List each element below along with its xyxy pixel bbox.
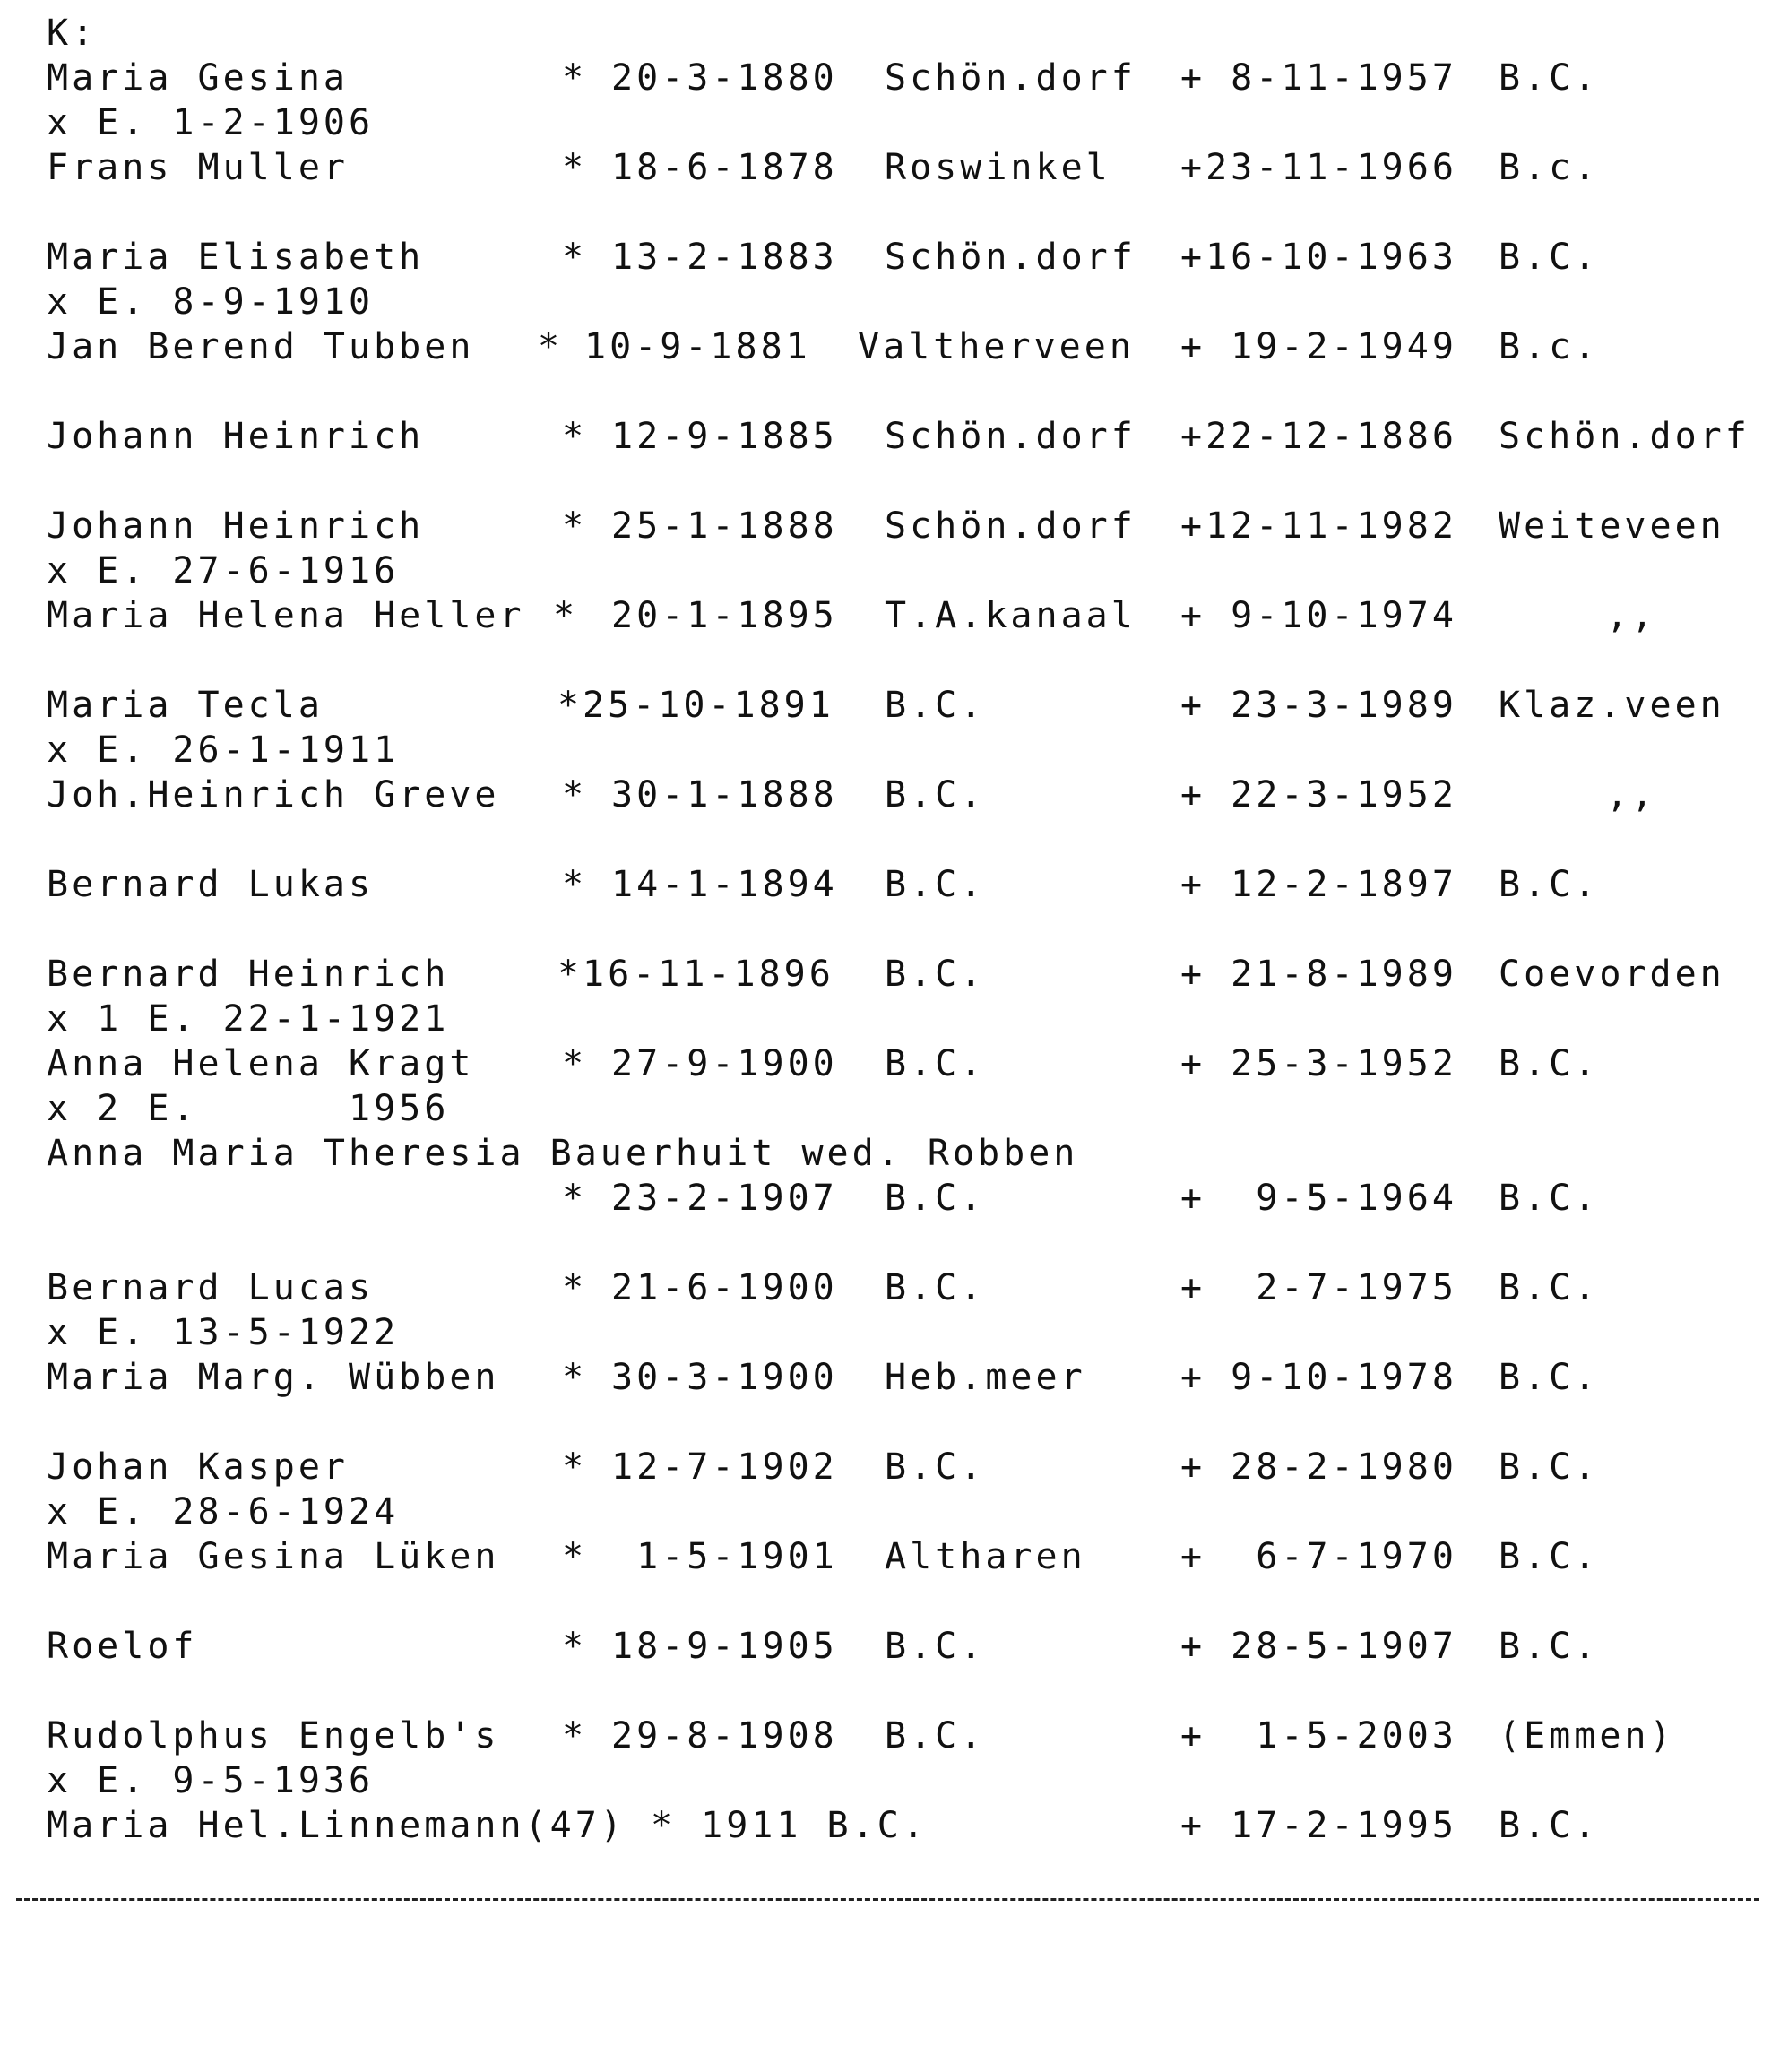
death-place: B.c. xyxy=(1499,326,1600,367)
birth-place: B.C. xyxy=(885,1043,986,1084)
marriage-line: x E. 27-6-1916 xyxy=(47,550,400,591)
marriage-line: x E. 8-9-1910 xyxy=(47,281,375,323)
death-place: B.C. xyxy=(1499,1626,1600,1667)
birth-place: B.C. xyxy=(885,685,986,726)
spouse-row xyxy=(47,1803,1767,1848)
birth-date: 30-1-1888 xyxy=(611,774,838,816)
birth-mark: * xyxy=(562,57,588,99)
spouse-name: Frans Muller xyxy=(47,147,349,188)
spouse-name: Maria Marg. Wübben xyxy=(47,1357,500,1398)
death-date: + 21-8-1989 xyxy=(1180,954,1457,995)
death-date: + 6-7-1970 xyxy=(1180,1536,1457,1577)
spouse-row xyxy=(47,1534,1767,1579)
spouse-row xyxy=(47,324,1767,369)
section-header: K: xyxy=(47,13,98,54)
death-date: + 8-11-1957 xyxy=(1180,57,1457,99)
birth-mark: * xyxy=(562,416,588,457)
death-place: B.C. xyxy=(1499,57,1600,99)
birth-date: 29-8-1908 xyxy=(611,1715,838,1757)
death-place: B.C. xyxy=(1499,1267,1600,1308)
marriage-line: x E. 26-1-1911 xyxy=(47,730,400,771)
birth-date: 20-1-1895 xyxy=(611,595,838,636)
death-date: + 19-2-1949 xyxy=(1180,326,1457,367)
birth-mark: * xyxy=(562,1446,588,1488)
person-name: Bernard Lucas xyxy=(47,1267,375,1308)
birth-place: Schön.dorf xyxy=(885,57,1136,99)
birth-mark: * xyxy=(557,954,583,995)
death-place: B.C. xyxy=(1499,1357,1600,1398)
person-row xyxy=(47,504,1767,548)
birth-date: 10-9-1881 xyxy=(584,326,811,367)
birth-date: 18-6-1878 xyxy=(611,147,838,188)
person-name: Rudolphus Engelb's xyxy=(47,1715,500,1757)
footer-dashed-rule xyxy=(16,1898,1759,1901)
death-date: + 28-5-1907 xyxy=(1180,1626,1457,1667)
birth-date: 18-9-1905 xyxy=(611,1626,838,1667)
death-date: + 9-5-1964 xyxy=(1180,1178,1457,1219)
birth-mark: * xyxy=(538,326,564,367)
birth-date: 30-3-1900 xyxy=(611,1357,838,1398)
birth-mark: * xyxy=(562,864,588,905)
person-row xyxy=(47,1714,1767,1758)
spouse-row xyxy=(47,1355,1767,1400)
genealogy-document xyxy=(47,11,1767,1848)
spouse-name: Maria Gesina Lüken xyxy=(47,1536,500,1577)
birth-mark: * xyxy=(562,1357,588,1398)
birth-place: B.C. xyxy=(885,1715,986,1757)
death-place: B.C. xyxy=(1499,1536,1600,1577)
birth-date: 20-3-1880 xyxy=(611,57,838,99)
birth-mark: * xyxy=(562,147,588,188)
spouse-row xyxy=(47,1041,1767,1086)
second-marriage-line: x 2 E. 1956 xyxy=(47,1088,450,1129)
birth-date: 23-2-1907 xyxy=(611,1178,838,1219)
death-date: + 12-2-1897 xyxy=(1180,864,1457,905)
death-place: Weiteveen xyxy=(1499,505,1725,547)
person-name: Roelof xyxy=(47,1626,198,1667)
person-name: Maria Gesina xyxy=(47,57,349,99)
second-spouse-name-line: Anna Maria Theresia Bauerhuit wed. Robben xyxy=(47,1133,1079,1174)
birth-date: 1-5-1901 xyxy=(611,1536,838,1577)
spouse-name: Anna Helena Kragt xyxy=(47,1043,475,1084)
birth-place: Schön.dorf xyxy=(885,237,1136,278)
person-row xyxy=(47,683,1767,728)
person-row xyxy=(47,862,1767,907)
birth-place: B.C. xyxy=(885,1626,986,1667)
death-date: + 28-2-1980 xyxy=(1180,1446,1457,1488)
person-row xyxy=(47,235,1767,280)
person-name: Maria Tecla xyxy=(47,685,324,726)
death-place: B.C. xyxy=(1499,237,1600,278)
death-date: + 22-3-1952 xyxy=(1180,774,1457,816)
birth-place: Schön.dorf xyxy=(885,416,1136,457)
birth-mark: * xyxy=(562,1715,588,1757)
person-name: Johann Heinrich xyxy=(47,416,425,457)
death-date: +12-11-1982 xyxy=(1180,505,1457,547)
death-place: B.C. xyxy=(1499,1805,1600,1846)
death-date: + 25-3-1952 xyxy=(1180,1043,1457,1084)
birth-mark: * xyxy=(562,237,588,278)
death-date: +16-10-1963 xyxy=(1180,237,1457,278)
birth-place: T.A.kanaal xyxy=(885,595,1136,636)
death-place: B.c. xyxy=(1499,147,1600,188)
birth-place: Roswinkel xyxy=(885,147,1111,188)
person-name: Johann Heinrich xyxy=(47,505,425,547)
person-row xyxy=(47,1445,1767,1489)
person-row xyxy=(47,1624,1767,1669)
spouse-row xyxy=(47,145,1767,190)
birth-date: 27-9-1900 xyxy=(611,1043,838,1084)
birth-place: Schön.dorf xyxy=(885,505,1136,547)
spouse-name: Joh.Heinrich Greve xyxy=(47,774,500,816)
birth-date: 16-11-1896 xyxy=(583,954,834,995)
marriage-line: x 1 E. 22-1-1921 xyxy=(47,998,450,1040)
marriage-line: x E. 9-5-1936 xyxy=(47,1760,375,1801)
death-place: B.C. xyxy=(1499,1043,1600,1084)
birth-mark: * xyxy=(562,1267,588,1308)
ditto-mark: ,, xyxy=(1606,595,1657,636)
birth-place: Valtherveen xyxy=(858,326,1135,367)
birth-place: B.C. xyxy=(885,864,986,905)
death-date: + 9-10-1974 xyxy=(1180,595,1457,636)
birth-date: 21-6-1900 xyxy=(611,1267,838,1308)
person-row xyxy=(47,414,1767,459)
death-place: Schön.dorf xyxy=(1499,416,1750,457)
birth-place: B.C. xyxy=(885,954,986,995)
person-name: Bernard Lukas xyxy=(47,864,375,905)
person-name: Johan Kasper xyxy=(47,1446,349,1488)
birth-date: 12-9-1885 xyxy=(611,416,838,457)
death-place: Klaz.veen xyxy=(1499,685,1725,726)
death-date: +22-12-1886 xyxy=(1180,416,1457,457)
birth-date: 14-1-1894 xyxy=(611,864,838,905)
birth-place: Heb.meer xyxy=(885,1357,1086,1398)
birth-place: B.C. xyxy=(885,774,986,816)
birth-mark: * xyxy=(562,505,588,547)
death-date: +23-11-1966 xyxy=(1180,147,1457,188)
birth-mark: * xyxy=(562,1178,588,1219)
ditto-mark: ,, xyxy=(1606,774,1657,816)
spouse-name: Jan Berend Tubben xyxy=(47,326,475,367)
spouse-row xyxy=(47,593,1767,638)
spouse-row xyxy=(47,773,1767,817)
person-row xyxy=(47,56,1767,100)
death-place: B.C. xyxy=(1499,1178,1600,1219)
birth-mark: * xyxy=(562,774,588,816)
death-date: + 17-2-1995 xyxy=(1180,1805,1457,1846)
marriage-line: x E. 13-5-1922 xyxy=(47,1312,400,1353)
second-spouse-row xyxy=(47,1176,1767,1221)
birth-date: 12-7-1902 xyxy=(611,1446,838,1488)
death-date: + 9-10-1978 xyxy=(1180,1357,1457,1398)
death-place: B.C. xyxy=(1499,864,1600,905)
birth-mark: * xyxy=(562,1536,588,1577)
birth-mark: * xyxy=(562,1043,588,1084)
spouse-line: Maria Hel.Linnemann(47) * 1911 B.C. xyxy=(47,1805,928,1846)
death-place: Coevorden xyxy=(1499,954,1725,995)
death-place: B.C. xyxy=(1499,1446,1600,1488)
birth-date: 13-2-1883 xyxy=(611,237,838,278)
death-date: + 23-3-1989 xyxy=(1180,685,1457,726)
birth-place: B.C. xyxy=(885,1178,986,1219)
spouse-name: Maria Helena Heller xyxy=(47,595,525,636)
death-date: + 2-7-1975 xyxy=(1180,1267,1457,1308)
birth-date: 25-10-1891 xyxy=(583,685,834,726)
birth-place: B.C. xyxy=(885,1446,986,1488)
birth-mark: * xyxy=(553,595,579,636)
marriage-line: x E. 28-6-1924 xyxy=(47,1491,400,1532)
death-date: + 1-5-2003 xyxy=(1180,1715,1457,1757)
marriage-line: x E. 1-2-1906 xyxy=(47,102,375,143)
birth-place: Altharen xyxy=(885,1536,1086,1577)
birth-mark: * xyxy=(562,1626,588,1667)
birth-date: 25-1-1888 xyxy=(611,505,838,547)
person-name: Maria Elisabeth xyxy=(47,237,425,278)
person-name: Bernard Heinrich xyxy=(47,954,450,995)
birth-mark: * xyxy=(557,685,583,726)
person-row xyxy=(47,1265,1767,1310)
person-row xyxy=(47,952,1767,997)
death-place: (Emmen) xyxy=(1499,1715,1675,1757)
birth-place: B.C. xyxy=(885,1267,986,1308)
